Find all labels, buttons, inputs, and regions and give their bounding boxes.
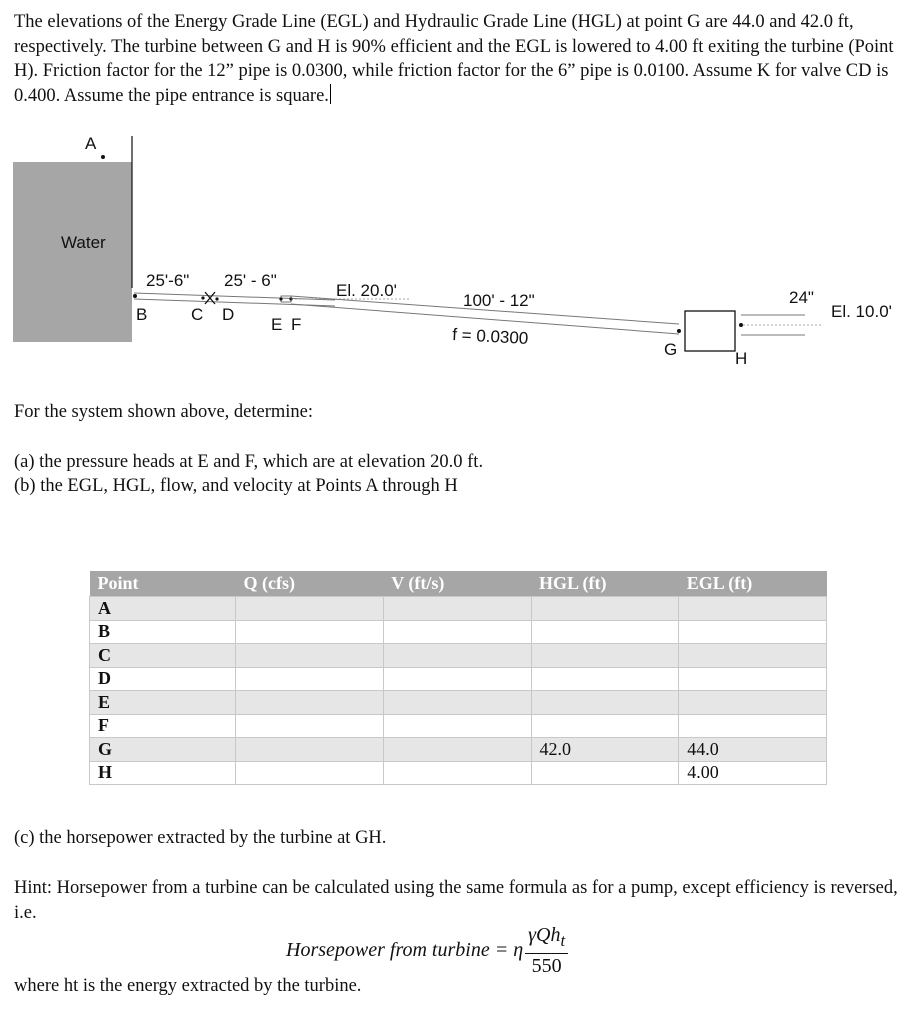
point-b-marker [133,294,137,298]
cell-q[interactable] [236,644,384,668]
cell-v[interactable] [383,644,531,668]
text-cursor [330,84,331,104]
formula-fraction [525,923,568,978]
cell-egl[interactable] [679,714,827,738]
cell-q[interactable] [236,667,384,691]
problem-statement: The elevations of the Energy Grade Line (EGL) and Hydraulic Grade Line (HGL) at point G are 44.0 and 42.0 ft, respectively. The turbine between G and H is 90% efficient and the EGL is lowered to 4.00 ft exiting the turbine (Point H). Friction factor for the 12” pipe is 0.0300, while friction factor for the 6” pipe is 0.0100. Assume K for valve CD is 0.400. Assume the pipe entrance is square. [14,12,894,106]
cell-hgl[interactable] [531,761,679,785]
cell-q[interactable] [236,691,384,715]
point-h-label: H [735,349,748,368]
cell-egl[interactable] [679,620,827,644]
table-row [90,738,827,762]
formula-numerator [525,923,568,954]
point-b-label: B [136,305,148,324]
cell-v[interactable] [383,691,531,715]
cell-q[interactable] [236,738,384,762]
header-q: Q (cfs) [236,571,384,597]
cell-egl[interactable] [679,597,827,621]
formula-numerator-main: γQh [528,923,561,946]
reservoir-label: Water [61,233,106,252]
results-table [89,571,827,785]
point-e-marker [279,297,282,300]
cell-egl[interactable] [679,644,827,668]
point-c-marker [201,296,204,299]
header-point: Point [90,571,236,597]
cell-hgl[interactable] [531,644,679,668]
table-row [90,644,827,668]
point-d-label: D [222,305,235,324]
cell-v[interactable] [383,667,531,691]
cell-v[interactable] [383,714,531,738]
cell-hgl[interactable] [531,597,679,621]
cell-q[interactable] [236,761,384,785]
horsepower-formula [286,925,568,975]
row-point: E [90,691,236,715]
table-row [90,761,827,785]
cell-q[interactable] [236,620,384,644]
header-hgl: HGL (ft) [531,571,679,597]
row-point: C [90,644,236,668]
outlet-elevation-label: El. 10.0' [831,302,892,321]
header-v: V (ft/s) [383,571,531,597]
pipe-system-diagram [0,128,914,368]
formula-lhs: Horsepower from turbine = η [286,938,524,961]
outlet-size-label: 24" [789,288,814,307]
cell-hgl[interactable]: 42.0 [531,738,679,762]
table-row [90,691,827,715]
table-row [90,667,827,691]
point-e-label: E [271,315,283,334]
row-point: G [90,738,236,762]
part-b-text: (b) the EGL, HGL, flow, and velocity at Points A through H [14,476,458,496]
row-point: A [90,597,236,621]
reservoir-water [13,162,132,342]
cell-egl[interactable] [679,667,827,691]
cell-hgl[interactable] [531,714,679,738]
formula-numerator-subscript: t [560,930,566,950]
table-row [90,597,827,621]
cell-egl[interactable]: 44.0 [679,738,827,762]
point-a-marker [101,155,105,159]
point-g-marker [677,329,681,333]
cell-v[interactable] [383,738,531,762]
hint-text: Hint: Horsepower from a turbine can be calculated using the same formula as for a pump, except efficiency is reversed, i.e. [14,878,898,923]
header-egl: EGL (ft) [679,571,827,597]
cell-v[interactable] [383,620,531,644]
cell-hgl[interactable] [531,620,679,644]
turbine-box [685,311,735,351]
row-point: F [90,714,236,738]
cell-hgl[interactable] [531,691,679,715]
cell-q[interactable] [236,714,384,738]
part-a-text: (a) the pressure heads at E and F, which are at elevation 20.0 ft. [14,452,484,472]
point-h-marker [739,323,743,327]
length-cd-label: 25' - 6" [224,271,277,290]
length-bc-label: 25'-6" [146,271,190,290]
point-c-label: C [191,305,204,324]
cell-v[interactable] [383,597,531,621]
point-g-label: G [664,340,678,359]
table-row [90,620,827,644]
cell-egl[interactable]: 4.00 [679,761,827,785]
point-a-label: A [85,134,97,153]
cell-hgl[interactable] [531,667,679,691]
cell-egl[interactable] [679,691,827,715]
part-c-text: (c) the horsepower extracted by the turbine at GH. [14,828,387,848]
point-f-label: F [291,315,302,334]
row-point: B [90,620,236,644]
row-point: H [90,761,236,785]
table-row [90,714,827,738]
pipe-spec-label: 100' - 12" [463,291,535,310]
elevation-ef-label: El. 20.0' [336,281,397,300]
cell-q[interactable] [236,597,384,621]
pipe-friction-label: f = 0.0300 [451,325,529,348]
table-header-row [90,571,827,597]
point-d-marker [215,297,218,300]
where-text: where ht is the energy extracted by the turbine. [14,976,362,996]
determine-prompt: For the system shown above, determine: [14,402,314,422]
row-point: D [90,667,236,691]
cell-v[interactable] [383,761,531,785]
formula-denominator: 550 [531,954,562,977]
